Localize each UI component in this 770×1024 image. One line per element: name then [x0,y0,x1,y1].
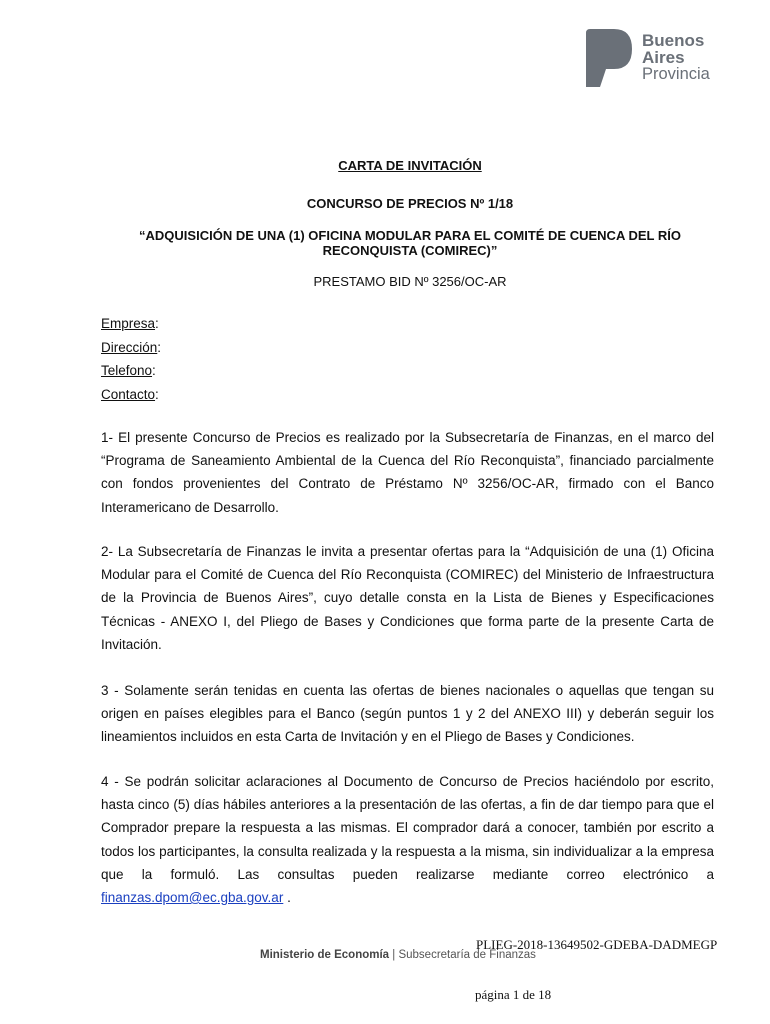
paragraph-2: 2- La Subsecretaría de Finanzas le invita a presentar ofertas para la “Adquisición de una (1) Oficina Modular para el Comité de Cuenca del Río Reconquista (COMIREC) del Ministerio de Infraestructura de la Provincia de Buenos Aires”, cuyo detalle consta en la Lista de Bienes y Especificaciones Técnicas - ANEXO I, del Pliego de Bases y Condiciones que forma parte de la presente Carta de Invitación. [101,544,714,652]
field-telefono-label: Telefono [101,363,153,378]
document-title: CARTA DE INVITACIÓN [338,158,482,173]
field-direccion-colon: : [157,339,162,355]
field-empresa-colon: : [155,316,159,331]
field-telefono [101,359,161,383]
page-number: página 1 de 18 [475,987,552,1002]
field-direccion [101,336,161,360]
footer-ministry: Ministerio de Economía [260,949,390,961]
logo-line1: Buenos [642,31,705,50]
logo-text [642,32,710,83]
paragraph-1: 1- El presente Concurso de Precios es realizado por la Subsecretaría de Finanzas, en el marco del “Programa de Saneamiento Ambiental de la Cuenca del Río Reconquista”, financiado parcialmente con fondos provenientes del Contrato de Préstamo Nº 3256/OC-AR, firmado con el Banco Interamericano de Desarrollo. [101,430,714,515]
procurement-object [60,228,760,258]
loan-reference: PRESTAMO BID Nº 3256/OC-AR [313,274,507,289]
paragraph-4 [101,770,714,909]
field-empresa-label: Empresa [101,316,156,331]
paragraph-3: 3 - Solamente serán tenidas en cuenta las ofertas de bienes nacionales o aquellas que tengan su origen en países elegibles para el Banco (según puntos 1 y 2 del ANEXO III) y deberán seguir los lineamientos incluidos en esta Carta de Invitación y en el Pliego de Bases y Condiciones. [101,683,714,745]
paragraph-4-text: 4 - Se podrán solicitar aclaraciones al Documento de Concurso de Precios haciéndolo por escrito, hasta cinco (5) días hábiles anteriores a la presentación de las ofertas, a fin de dar tiempo para que el Comprador prepare la respuesta a las mismas. El comprador dará a conocer, también por escrito a todos los participantes, la consulta realizada y la respuesta a la misma, sin individualizar a la empresa que la formuló. Las consultas pueden realizarse mediante correo electrónico a [101,774,714,882]
procurement-object-line2: RECONQUISTA (COMIREC)” [322,243,498,258]
logo-line3: Provincia [642,65,710,83]
field-contacto-label: Contacto [101,386,156,402]
field-empresa [101,312,161,336]
recipient-fields [101,312,161,406]
buenos-aires-provincia-logo [584,27,724,89]
contact-email-link[interactable]: finanzas.dpom@ec.gba.gov.ar [101,890,284,906]
provincia-p-icon [584,27,636,89]
page-footer [260,949,536,961]
document-subtitle: CONCURSO DE PRECIOS Nº 1/18 [306,196,514,211]
field-contacto [101,383,161,407]
logo-line2: Aires [642,48,685,67]
document-id: PLIEG-2018-13649502-GDEBA-DADMEGP [476,937,718,952]
field-direccion-label: Dirección [101,339,158,355]
paragraph-4-end: . [283,890,291,906]
procurement-object-line1: “ADQUISICIÓN DE UNA (1) OFICINA MODULAR PARA EL COMITÉ DE CUENCA DEL RÍO [139,228,681,243]
field-telefono-colon: : [152,363,156,378]
footer-office: Subsecretaría de Finanzas [398,949,536,961]
field-contacto-colon: : [155,386,159,402]
footer-separator: | [389,949,399,961]
